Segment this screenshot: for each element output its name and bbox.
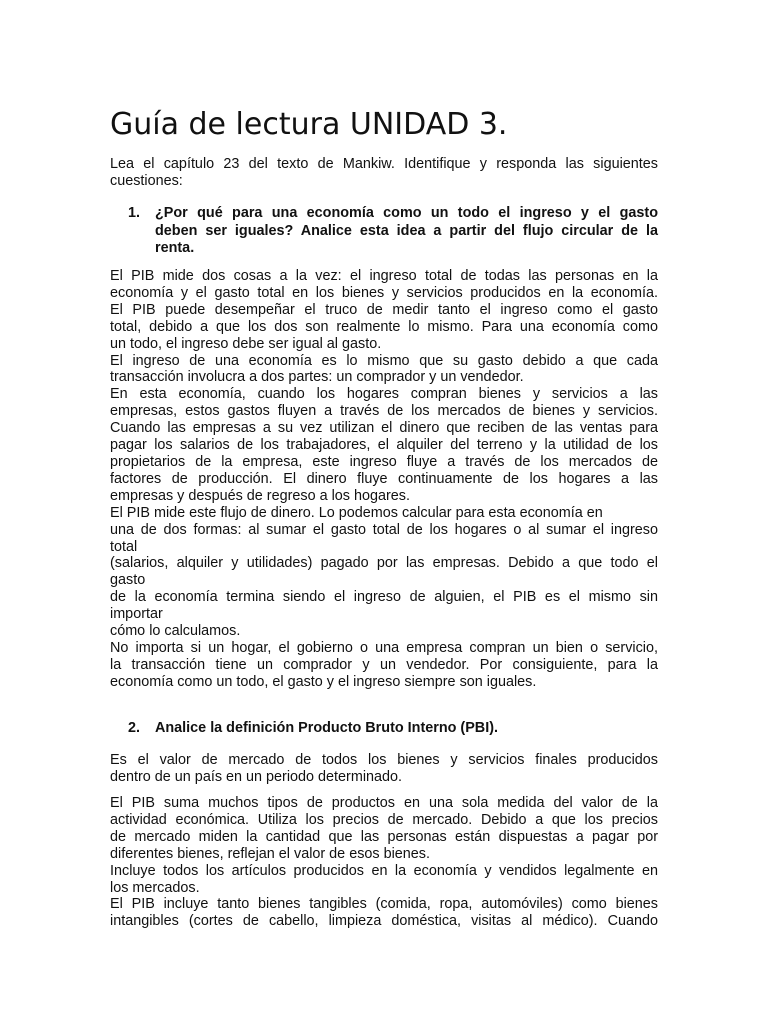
text-line: renta. — [155, 240, 195, 257]
text-line: empresas, estos gastos fluyen a través de los mercados de bienes y servicios. — [110, 403, 658, 420]
text-line: dentro de un país en un periodo determinado. — [110, 768, 403, 785]
answer-2a-paragraph — [110, 752, 658, 786]
text-line: Cuando las empresas a su vez utilizan el dinero que reciben de las ventas para — [110, 420, 658, 437]
text-line: total, debido a que los dos son realmente lo mismo. Para una economía como — [110, 318, 658, 335]
text-line: empresas y después de regreso a los hogares. — [110, 487, 410, 504]
text-line: cómo lo calculamos. — [110, 623, 241, 640]
text-line: de mercado miden la cantidad que las personas están dispuestas a pagar por — [110, 828, 658, 845]
text-line: Analice la definición Producto Bruto Interno (PBI). — [155, 720, 498, 736]
question-number: 1. — [128, 205, 141, 221]
text-line: Lea el capítulo 23 del texto de Mankiw. Identifique y responda las siguientes — [110, 156, 658, 172]
text-line: transacción involucra a dos partes: un comprador y un vendedor. — [110, 369, 524, 386]
text-line: los mercados. — [110, 879, 200, 896]
text-line: ¿Por qué para una economía como un todo el ingreso y el gasto — [155, 205, 658, 221]
text-line: Es el valor de mercado de todos los bienes y servicios finales producidos — [110, 752, 658, 768]
text-line: diferentes bienes, reflejan el valor de esos bienes. — [110, 845, 430, 862]
text-line: El PIB incluye tanto bienes tangibles (comida, ropa, automóviles) como bienes — [110, 896, 658, 913]
text-line: propietarios de la empresa, este ingreso fluye a través de los mercados de — [110, 453, 658, 470]
intro-paragraph — [110, 156, 658, 190]
text-line: Incluye todos los artículos producidos en la economía y vendidos legalmente en — [110, 862, 658, 879]
text-line: una de dos formas: al sumar el gasto total de los hogares o al sumar el ingreso — [110, 521, 658, 538]
text-line: total — [110, 538, 138, 555]
text-line: No importa si un hogar, el gobierno o una empresa compran un bien o servicio, — [110, 639, 658, 656]
text-line: El PIB suma muchos tipos de productos en una sola medida del valor de la — [110, 795, 658, 811]
text-line: la transacción tiene un comprador y un vendedor. Por consiguiente, para la — [110, 656, 658, 673]
text-line: intangibles (cortes de cabello, limpieza doméstica, visitas al médico). Cuando — [110, 913, 658, 930]
text-line: cuestiones: — [110, 172, 183, 189]
text-line: economía y el gasto total en los bienes y servicios producidos en la economía. — [110, 284, 658, 301]
question-text — [155, 720, 658, 738]
text-line: un todo, el ingreso debe ser igual al gasto. — [110, 335, 382, 352]
text-line: El ingreso de una economía es lo mismo que su gasto debido a que cada — [110, 352, 658, 369]
text-line: importar — [110, 606, 163, 623]
text-line: deben ser iguales? Analice esta idea a partir del flujo circular de la — [155, 222, 658, 239]
text-line: (salarios, alquiler y utilidades) pagado por las empresas. Debido a que todo el — [110, 555, 658, 572]
text-line: El PIB mide dos cosas a la vez: el ingreso total de todas las personas en la — [110, 268, 658, 284]
text-line: El PIB mide este flujo de dinero. Lo podemos calcular para esta economía en — [110, 504, 603, 521]
answer-1-paragraph — [110, 268, 658, 691]
text-line: de la economía termina siendo el ingreso de alguien, el PIB es el mismo sin — [110, 589, 658, 606]
text-line: En esta economía, cuando los hogares compran bienes y servicios a las — [110, 386, 658, 403]
text-line: actividad económica. Utiliza los precios de mercado. Debido a que los precios — [110, 811, 658, 828]
text-line: factores de producción. El dinero fluye continuamente de los hogares a las — [110, 470, 658, 487]
document-title: Guía de lectura UNIDAD 3. — [110, 107, 508, 142]
text-line: economía como un todo, el gasto y el ingreso siempre son iguales. — [110, 673, 537, 690]
text-line: gasto — [110, 572, 146, 589]
answer-2b-paragraph — [110, 795, 658, 930]
question-number: 2. — [128, 720, 141, 736]
question-text — [155, 205, 658, 258]
text-line: El PIB puede desempeñar el truco de medir tanto el ingreso como el gasto — [110, 301, 658, 318]
text-line: pagar los salarios de los trabajadores, el alquiler del terreno y la utilidad de los — [110, 437, 658, 454]
